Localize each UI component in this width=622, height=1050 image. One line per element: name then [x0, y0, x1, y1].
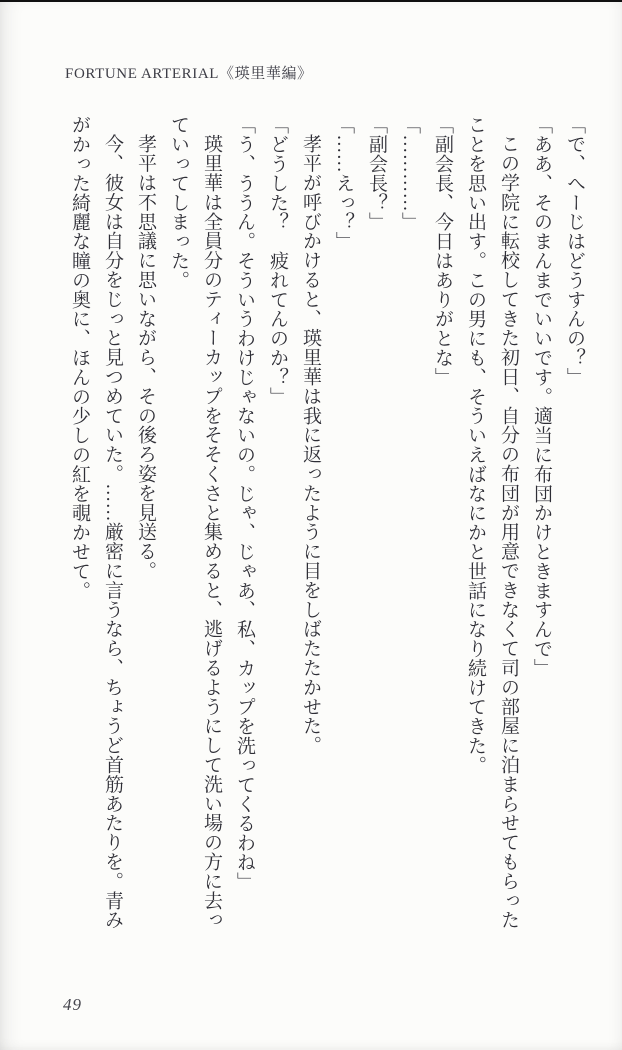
running-header: FORTUNE ARTERIAL《瑛里華編》 [65, 66, 313, 82]
page-number: 49 [63, 995, 82, 1014]
paragraph: 「副会長、今日はありがとな」 [432, 115, 453, 387]
paragraph: この学院に転校してきた初日、自分の布団が用意できなくて司の部屋に泊まらせてもらったことを思い出す。この男にも、そういえばなにかと世話になり続けてきた。 [465, 115, 519, 930]
paragraph: 「う、ううん。そういうわけじゃないの。じゃ、じゃあ、私、カップを洗ってくるわね」 [234, 115, 255, 891]
paragraph: 「ああ、そのまんまでいいです。適当に布団かけときますんで」 [531, 115, 552, 678]
paragraph: 孝平が呼びかけると、瑛里華は我に返ったように目をしばたたかせた。 [300, 134, 321, 755]
paragraph: 「どうした？ 疲れてんのか？」 [267, 115, 288, 406]
paragraph: 「……えっ？」 [333, 115, 354, 251]
paragraph: 孝平は不思議に思いながら、その後ろ姿を見送る。 [135, 134, 156, 581]
paragraph: 今、彼女は自分をじっと見つめていた。……厳密に言うなら、ちょうど首筋あたりを。青みがかった綺麗な瞳の奥に、ほんの少しの紅を覗かせて。 [69, 115, 123, 930]
paragraph: 「で、へーじはどうすんの？」 [564, 115, 585, 387]
paragraph: 「…………」 [399, 115, 420, 232]
paragraph: 瑛里華は全員分のティーカップをそそくさと集めると、逃げるようにして洗い場の方に去っていってしまった。 [168, 115, 222, 930]
novel-text-block [63, 115, 591, 937]
paragraph: 「副会長？」 [366, 115, 387, 232]
